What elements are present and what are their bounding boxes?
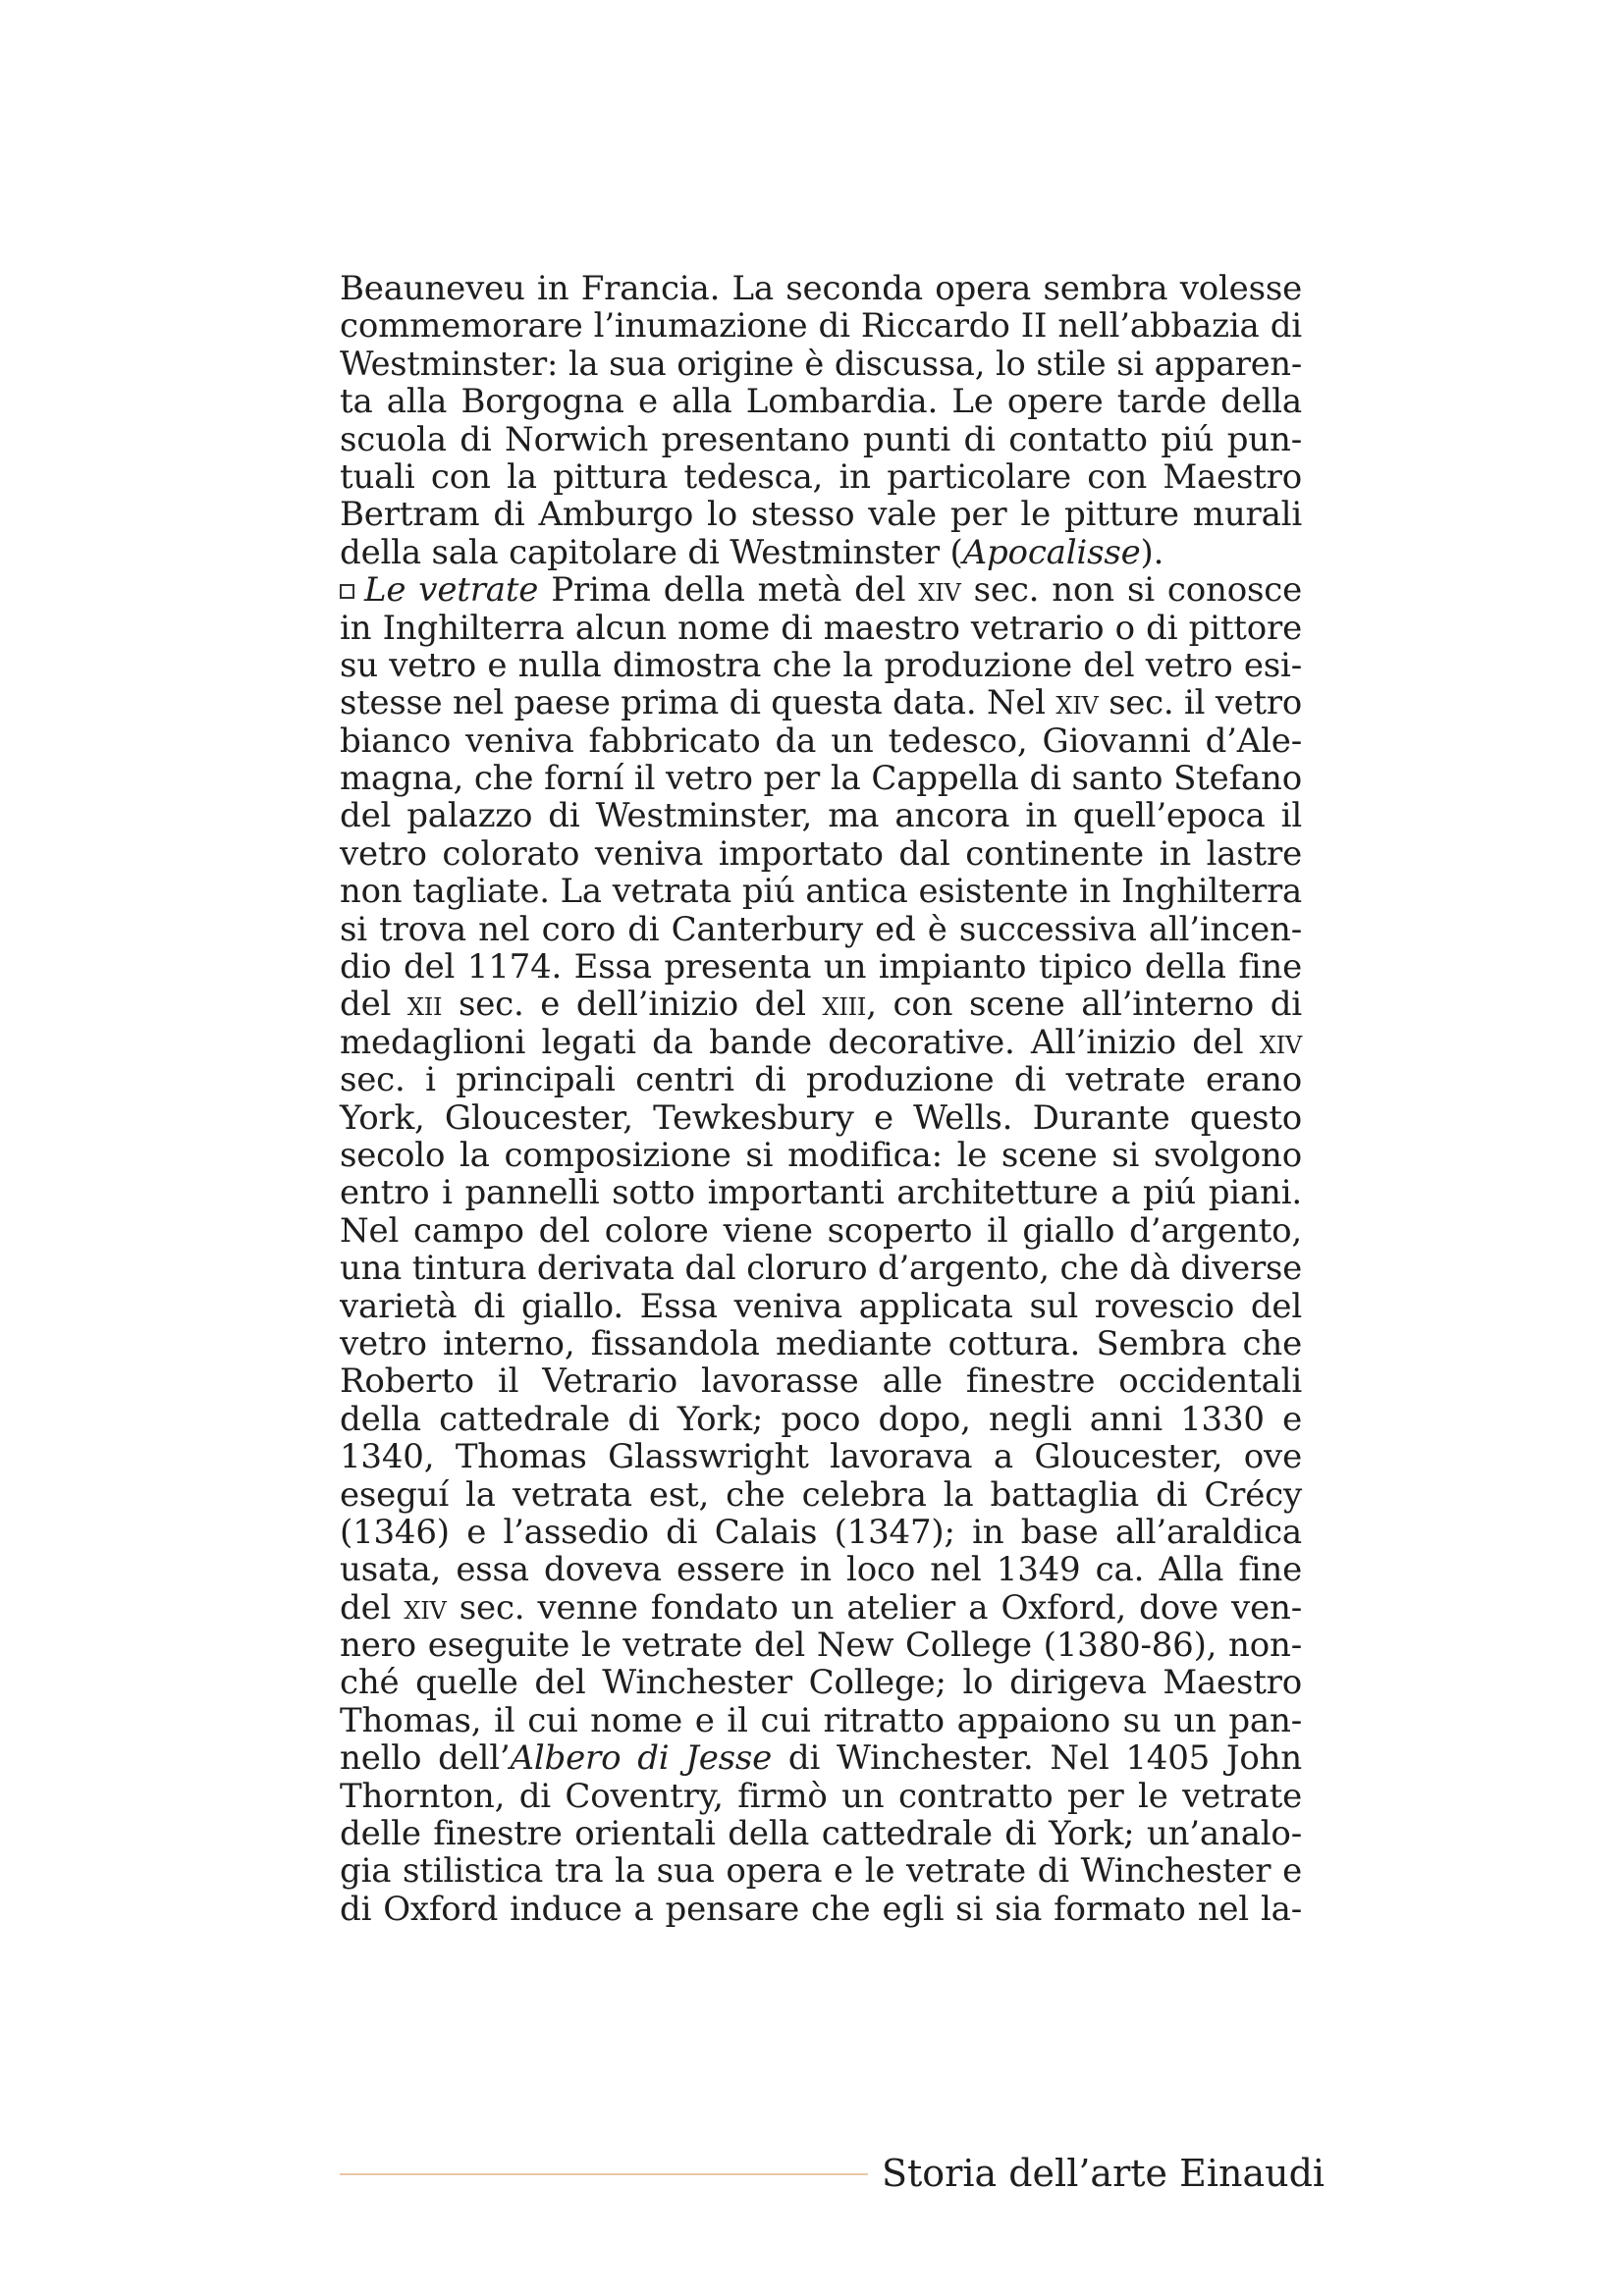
- text-segment: scuola di Norwich presentano punti di contatto piú pun-: [340, 419, 1302, 459]
- italic-text: Le vetrate: [364, 570, 539, 611]
- text-line: [340, 948, 1302, 986]
- roman-numeral: xiv: [918, 570, 961, 611]
- text-segment: magna, che forní il vetro per la Cappella di santo Stefano: [340, 759, 1302, 799]
- text-segment: sec. venne fondato un atelier a Oxford, dove ven-: [446, 1587, 1302, 1628]
- text-segment: secolo la composizione si modifica: le scene si svolgono: [340, 1135, 1302, 1175]
- text-line: [340, 1778, 1302, 1815]
- text-segment: (1346) e l’assedio di Calais (1347); in base all’araldica: [340, 1512, 1302, 1552]
- text-line: [340, 760, 1302, 797]
- text-segment: entro i pannelli sotto importanti architetture a piú piani.: [340, 1173, 1302, 1213]
- text-segment: nero eseguite le vetrate del New College (1380-86), non-: [340, 1626, 1302, 1666]
- text-line: [340, 1551, 1302, 1588]
- text-line: [340, 1476, 1302, 1514]
- text-segment: Westminster: la sua origine è discussa, lo stile si apparen-: [340, 344, 1302, 383]
- text-line: [340, 1137, 1302, 1174]
- text-line: [340, 346, 1302, 383]
- text-segment: non tagliate. La vetrata piú antica esistente in Inghilterra: [340, 872, 1302, 911]
- text-segment: commemorare l’inumazione di Riccardo II nell’abbazia di: [340, 306, 1302, 347]
- text-segment: vetro interno, fissandola mediante cottura. Sembra che: [340, 1323, 1302, 1363]
- text-segment: varietà di giallo. Essa veniva applicata sul rovescio del: [340, 1286, 1302, 1326]
- text-line: [340, 383, 1302, 420]
- text-line: [340, 610, 1302, 647]
- text-line: [340, 1589, 1302, 1627]
- text-line: [340, 873, 1302, 910]
- text-line: [340, 1664, 1302, 1701]
- text-segment: stesse nel paese prima di questa data. Nel: [340, 683, 1056, 722]
- footer-title: Storia dell’arte Einaudi: [882, 2152, 1325, 2195]
- roman-numeral: xiii: [822, 985, 867, 1025]
- text-line: [340, 1401, 1302, 1438]
- text-line: [340, 1739, 1302, 1777]
- text-segment: una tintura derivata dal cloruro d’argento, che dà diverse: [340, 1249, 1302, 1288]
- text-segment: sec. e dell’inizio del: [442, 985, 823, 1025]
- text-line: [340, 571, 1302, 609]
- text-segment: di Winchester. Nel 1405 John: [772, 1738, 1302, 1779]
- text-line: [340, 1174, 1302, 1211]
- text-segment: ).: [1140, 532, 1164, 572]
- text-line: [340, 307, 1302, 345]
- text-line: [340, 1702, 1302, 1739]
- text-segment: ta alla Borgogna e alla Lombardia. Le opere tarde della: [340, 382, 1302, 422]
- text-line: [340, 270, 1302, 307]
- text-line: [340, 534, 1302, 571]
- text-segment: Nel campo del colore viene scoperto il giallo d’argento,: [340, 1210, 1302, 1251]
- text-segment: della sala capitolare di Westminster (: [340, 532, 963, 572]
- text-line: [340, 986, 1302, 1023]
- text-segment: gia stilistica tra la sua opera e le vetrate di Winchester e: [340, 1851, 1302, 1892]
- text-line: [340, 722, 1302, 760]
- text-segment: Thornton, di Coventry, firmò un contratto per le vetrate: [340, 1776, 1302, 1816]
- text-line: [340, 458, 1302, 496]
- text-segment: Thomas, il cui nome e il cui ritratto appaiono su un pan-: [340, 1700, 1302, 1740]
- roman-numeral: xiv: [1259, 1022, 1302, 1062]
- text-line: [340, 1061, 1302, 1098]
- text-segment: usata, essa doveva essere in loco nel 1349 ca. Alla fine: [340, 1550, 1302, 1590]
- text-segment: tuali con la pittura tedesca, in particolare con Maestro: [340, 456, 1302, 497]
- text-line: [340, 1852, 1302, 1890]
- text-segment: ché quelle del Winchester College; lo dirigeva Maestro: [340, 1663, 1302, 1703]
- text-segment: si trova nel coro di Canterbury ed è successiva all’incen-: [340, 909, 1302, 949]
- text-segment: nello dell’: [340, 1738, 511, 1779]
- text-line: [340, 1099, 1302, 1137]
- roman-numeral: xii: [406, 985, 443, 1025]
- text-line: [340, 1362, 1302, 1400]
- roman-numeral: xiv: [1055, 683, 1099, 722]
- text-segment: delle finestre orientali della cattedrale di York; un’analo-: [340, 1814, 1302, 1854]
- text-segment: , con scene all’interno di: [866, 985, 1302, 1025]
- text-segment: sec. il vetro: [1098, 683, 1302, 722]
- text-segment: del palazzo di Westminster, ma ancora in quell’epoca il: [340, 796, 1302, 836]
- text-segment: Roberto il Vetrario lavorasse alle finestre occidentali: [340, 1362, 1302, 1402]
- text-line: [340, 1627, 1302, 1664]
- text-line: [340, 1250, 1302, 1287]
- text-segment: 1340, Thomas Glasswright lavorava a Gloucester, ove: [340, 1437, 1302, 1477]
- text-segment: medaglioni legati da bande decorative. All’inizio del: [340, 1022, 1260, 1062]
- text-line: [340, 496, 1302, 533]
- text-segment: sec. non si conosce: [960, 570, 1302, 611]
- italic-text: Albero di Jesse: [510, 1738, 773, 1779]
- text-line: [340, 1891, 1302, 1928]
- text-line: [340, 1288, 1302, 1325]
- section-square-icon: [340, 584, 354, 599]
- text-segment: York, Gloucester, Tewkesbury e Wells. Durante questo: [340, 1097, 1302, 1138]
- text-segment: del: [340, 985, 407, 1025]
- text-line: [340, 835, 1302, 873]
- body-text: [340, 270, 1302, 1928]
- text-line: [340, 1024, 1302, 1061]
- text-segment: su vetro e nulla dimostra che la produzione del vetro esi-: [340, 645, 1302, 685]
- text-segment: Beauneveu in Francia. La seconda opera sembra volesse: [340, 269, 1302, 308]
- text-line: [340, 1815, 1302, 1852]
- text-line: [340, 1212, 1302, 1250]
- italic-text: Apocalisse: [962, 532, 1141, 572]
- text-line: [340, 1514, 1302, 1551]
- text-segment: Bertram di Amburgo lo stesso vale per le pitture murali: [340, 495, 1302, 535]
- footer-rule: [340, 2173, 868, 2175]
- text-segment: del: [340, 1587, 405, 1628]
- text-segment: in Inghilterra alcun nome di maestro vetrario o di pittore: [340, 608, 1302, 648]
- text-line: [340, 684, 1302, 721]
- text-line: [340, 1325, 1302, 1362]
- text-line: [340, 1438, 1302, 1475]
- text-line: [340, 647, 1302, 684]
- text-line: [340, 911, 1302, 948]
- roman-numeral: xiv: [404, 1587, 447, 1628]
- text-segment: di Oxford induce a pensare che egli si sia formato nel la-: [340, 1889, 1302, 1929]
- text-line: [340, 421, 1302, 458]
- text-segment: bianco veniva fabbricato da un tedesco, Giovanni d’Ale-: [340, 721, 1302, 761]
- text-segment: della cattedrale di York; poco dopo, negli anni 1330 e: [340, 1399, 1302, 1439]
- text-segment: dio del 1174. Essa presenta un impianto tipico della fine: [340, 947, 1302, 988]
- text-line: [340, 797, 1302, 834]
- text-segment: eseguí la vetrata est, che celebra la battaglia di Crécy: [340, 1474, 1302, 1515]
- text-segment: sec. i principali centri di produzione di vetrate erano: [340, 1060, 1302, 1100]
- text-segment: Prima della metà del: [538, 570, 919, 611]
- text-segment: vetro colorato veniva importato dal continente in lastre: [340, 833, 1302, 874]
